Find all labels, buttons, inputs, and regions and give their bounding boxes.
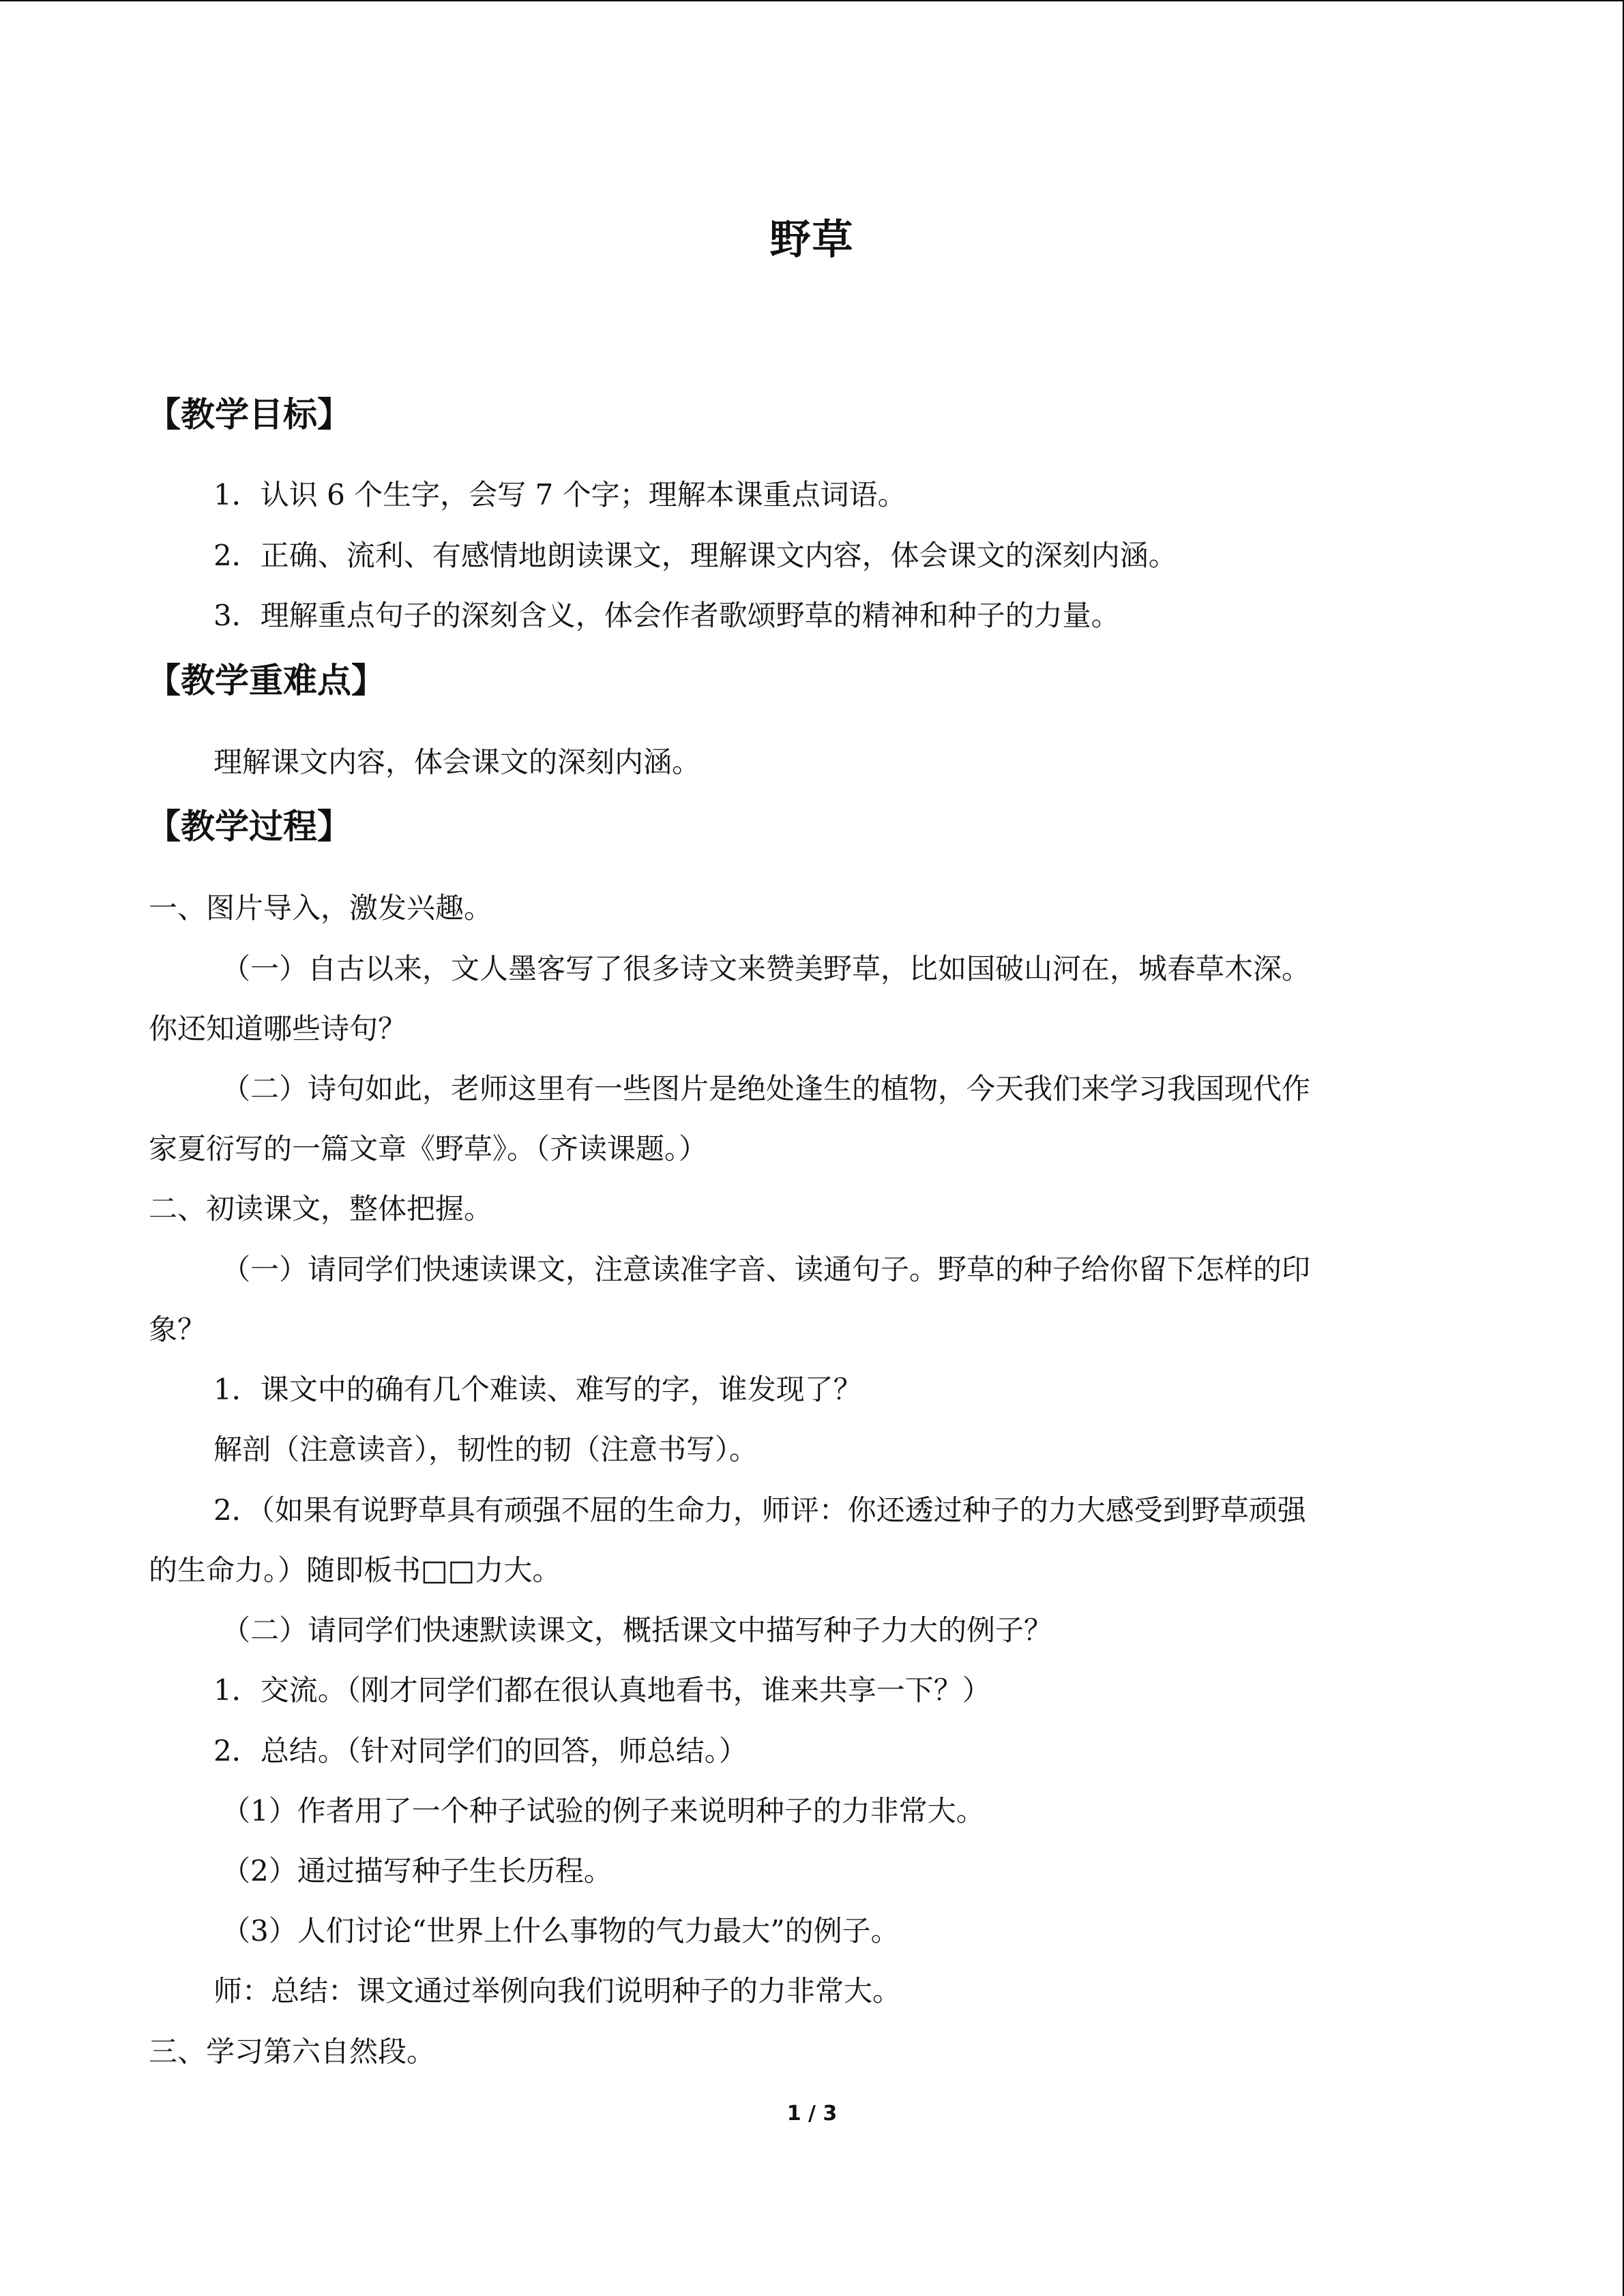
process-line: （1）作者用了一个种子试验的例子来说明种子的力非常大。 (222, 1794, 985, 1828)
document-title: 野草 (769, 216, 855, 264)
process-line: 家夏衍写的一篇文章《野草》。（齐读课题。） (149, 1132, 708, 1165)
process-line: 1．课文中的确有几个难读、难写的字，谁发现了？ (213, 1373, 862, 1406)
process-line: 解剖（注意读音），韧性的韧（注意书写）。 (213, 1433, 758, 1466)
process-line: （一）自古以来，文人墨客写了很多诗文来赞美野草，比如国破山河在，城春草木深。 (222, 952, 1311, 985)
heading-process: 【教学过程】 (147, 807, 351, 846)
objective-3: 3．理解重点句子的深刻含义，体会作者歌颂野草的精神和种子的力量。 (213, 599, 1120, 632)
process-line: 的生命力。）随即板书□□力大。 (149, 1553, 561, 1587)
process-line: 一、图片导入，激发兴趣。 (149, 891, 493, 925)
process-line: 2．总结。（针对同学们的回答，师总结。） (213, 1734, 748, 1768)
process-line: 1．交流。（刚才同学们都在很认真地看书，谁来共享一下？） (213, 1673, 991, 1707)
process-line: 二、初读课文，整体把握。 (149, 1192, 493, 1225)
process-line: （一）请同学们快速读课文，注意读准字音、读通句子。野草的种子给你留下怎样的印 (222, 1253, 1311, 1286)
key-point-text: 理解课文内容，体会课文的深刻内涵。 (213, 745, 701, 779)
process-line: （3）人们讨论“世界上什么事物的气力最大”的例子。 (222, 1914, 900, 1948)
heading-objectives: 【教学目标】 (147, 395, 351, 434)
process-line: （二）诗句如此，老师这里有一些图片是绝处逢生的植物，今天我们来学习我国现代作 (222, 1072, 1311, 1105)
page-number: 1 / 3 (786, 2102, 838, 2126)
process-line: 2．（如果有说野草具有顽强不屈的生命力，师评：你还透过种子的力大感受到野草顽强 (213, 1493, 1306, 1527)
process-line: （二）请同学们快速默读课文，概括课文中描写种子力大的例子？ (222, 1613, 1053, 1647)
objective-2: 2．正确、流利、有感情地朗读课文，理解课文内容，体会课文的深刻内涵。 (213, 539, 1177, 572)
process-line: （2）通过描写种子生长历程。 (222, 1854, 612, 1888)
objective-1: 1．认识 6 个生字，会写 7 个字；理解本课重点词语。 (213, 478, 906, 511)
process-line: 你还知道哪些诗句？ (149, 1012, 407, 1045)
process-line: 象？ (149, 1313, 207, 1346)
process-line: 三、学习第六自然段。 (149, 2035, 436, 2068)
process-line: 师：总结：课文通过举例向我们说明种子的力非常大。 (213, 1974, 902, 2008)
heading-key-points: 【教学重难点】 (147, 661, 385, 700)
